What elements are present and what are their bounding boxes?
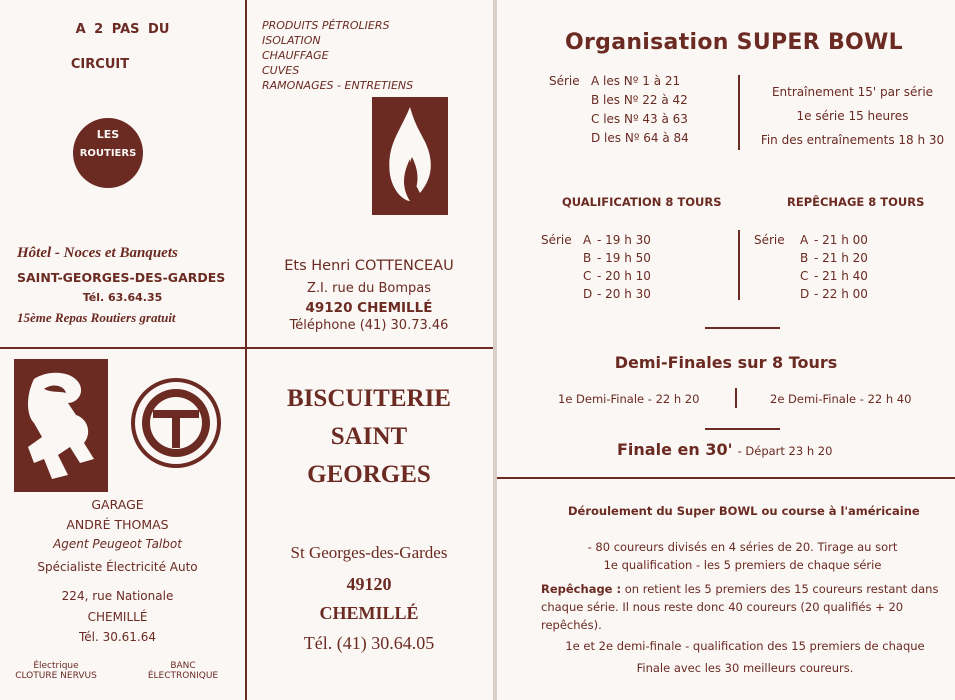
deroulement-line2: 1e qualification - les 5 premiers de chaque série xyxy=(603,558,882,572)
final-time: - Départ 23 h 20 xyxy=(737,444,833,458)
deroulement-title: Déroulement du Super BOWL ou course à l'américaine xyxy=(568,504,920,518)
talbot-icon xyxy=(135,382,217,464)
biscuiterie-line2: SAINT xyxy=(330,423,408,450)
repechage-text-3: repêchés). xyxy=(541,618,602,632)
page-fold xyxy=(493,0,497,700)
garage-specialty: Spécialiste Électricité Auto xyxy=(37,560,198,574)
petrole-city: 49120 CHEMILLÉ xyxy=(305,300,433,316)
garage-agent: Agent Peugeot Talbot xyxy=(53,537,182,551)
garage-title: GARAGE xyxy=(91,497,144,512)
petrole-list xyxy=(262,18,413,93)
petrole-line: ISOLATION xyxy=(262,34,321,47)
routiers-logo xyxy=(73,118,143,188)
repechage-title: REPÊCHAGE 8 TOURS xyxy=(787,195,925,209)
garage-footer-left-2: CLOTURE NERVUS xyxy=(15,671,97,681)
repechage-row: B - 21 h 20 xyxy=(800,251,868,265)
series-text: D les Nº 64 à 84 xyxy=(591,131,689,145)
repechage-row: D - 22 h 00 xyxy=(800,287,868,301)
series-row xyxy=(549,110,689,129)
series-row xyxy=(549,91,689,110)
biscuiterie-tel: Tél. (41) 30.64.05 xyxy=(303,633,435,653)
final-title: Finale en 30' xyxy=(617,440,733,459)
divider-vertical-left xyxy=(245,0,247,700)
deroulement-final: Finale avec les 30 meilleurs coureurs. xyxy=(636,661,854,675)
garage-name: ANDRÉ THOMAS xyxy=(66,517,169,532)
deroulement-rule xyxy=(497,477,955,479)
series-row xyxy=(549,129,689,148)
training-line-3: Fin des entraînements 18 h 30 xyxy=(760,133,945,147)
series-text: C les Nº 43 à 63 xyxy=(591,112,688,126)
biscuiterie-town: St Georges-des-Gardes xyxy=(290,543,448,562)
training-line-2: 1e série 15 heures xyxy=(796,109,909,123)
qualification-row: B - 19 h 50 xyxy=(583,251,651,265)
series-list xyxy=(549,72,689,148)
semi-2: 2e Demi-Finale - 22 h 40 xyxy=(770,392,912,406)
peugeot-lion-logo xyxy=(14,359,108,492)
repechage-line-1 xyxy=(541,580,955,598)
routiers-offer: 15ème Repas Routiers gratuit xyxy=(17,310,176,325)
routiers-town: SAINT-GEORGES-DES-GARDES xyxy=(17,270,226,285)
routiers-line2: CIRCUIT xyxy=(70,57,130,72)
qualification-title: QUALIFICATION 8 TOURS xyxy=(562,195,722,209)
qualification-row: Série A - 19 h 30 xyxy=(541,233,651,247)
routiers-logo-bottom: ROUTIERS xyxy=(79,148,137,159)
repechage-label: Repêchage : xyxy=(541,582,622,596)
repechage-list xyxy=(754,231,868,303)
petrole-line: RAMONAGES - ENTRETIENS xyxy=(262,79,414,92)
semi-1: 1e Demi-Finale - 22 h 20 xyxy=(558,392,700,406)
training-line-1: Entraînement 15' par série xyxy=(771,85,934,99)
garage-city: CHEMILLÉ xyxy=(87,610,148,624)
divider-horizontal-left xyxy=(0,347,493,349)
garage-tel: Tél. 30.61.64 xyxy=(78,630,157,644)
series-label: Série xyxy=(549,74,580,88)
series-text: B les Nº 22 à 42 xyxy=(591,93,688,107)
semi-rule xyxy=(705,327,780,329)
petrole-line: CHAUFFAGE xyxy=(262,49,329,62)
garage-footer-left xyxy=(6,661,106,681)
biscuiterie-postcode: 49120 xyxy=(346,574,392,594)
petrole-line: CUVES xyxy=(262,64,300,77)
talbot-logo xyxy=(131,378,221,468)
routiers-line1: A 2 PAS DU xyxy=(75,22,170,37)
biscuiterie-line3: GEORGES xyxy=(307,461,431,488)
deroulement-semi: 1e et 2e demi-finale - qualification des 15 premiers de chaque xyxy=(565,639,925,653)
series-text: A les Nº 1 à 21 xyxy=(591,74,681,88)
garage-footer-left-1: Électrique xyxy=(33,661,79,671)
flame-icon xyxy=(372,97,448,215)
petrole-line: PRODUITS PÉTROLIERS xyxy=(262,19,390,32)
repechage-row: Série A - 21 h 00 xyxy=(754,233,868,247)
routiers-logo-top: LES xyxy=(96,128,120,141)
deroulement-line1: - 80 coureurs divisés en 4 séries de 20. Tirage au sort xyxy=(587,540,898,554)
biscuiterie-line1: BISCUITERIE xyxy=(287,385,451,412)
repechage-row: C - 21 h 40 xyxy=(800,269,868,283)
petrole-address: Z.I. rue du Bompas xyxy=(306,281,431,296)
organisation-title: Organisation SUPER BOWL xyxy=(565,30,903,55)
routiers-hotel: Hôtel - Noces et Banquets xyxy=(17,245,178,261)
garage-address: 224, rue Nationale xyxy=(61,589,174,603)
series-row xyxy=(549,72,689,91)
series-separator xyxy=(738,75,740,150)
qualification-separator xyxy=(738,230,740,300)
lion-icon xyxy=(14,359,108,492)
garage-footer-right xyxy=(128,661,238,681)
repechage-text-1: on retient les 5 premiers des 15 coureurs restant dans xyxy=(621,582,939,596)
routiers-tel: Tél. 63.64.35 xyxy=(82,291,163,304)
qualification-list xyxy=(541,231,651,303)
garage-footer-right-1: BANC xyxy=(170,661,196,671)
final-line xyxy=(617,440,832,459)
qualification-row: D - 20 h 30 xyxy=(583,287,651,301)
garage-footer-right-2: ÉLECTRONIQUE xyxy=(147,671,219,681)
repechage-text-2: chaque série. Il nous reste donc 40 coureurs (20 qualifiés + 20 xyxy=(541,600,904,614)
biscuiterie-city: CHEMILLÉ xyxy=(319,603,419,623)
deroulement-repechage xyxy=(541,580,955,634)
flame-logo xyxy=(372,97,448,215)
qualification-row: C - 20 h 10 xyxy=(583,269,651,283)
semi-title: Demi-Finales sur 8 Tours xyxy=(614,353,838,372)
petrole-phone: Téléphone (41) 30.73.46 xyxy=(289,318,449,333)
training-block xyxy=(750,80,955,152)
petrole-company: Ets Henri COTTENCEAU xyxy=(284,258,454,274)
final-rule xyxy=(705,428,780,430)
semi-separator xyxy=(735,388,737,408)
